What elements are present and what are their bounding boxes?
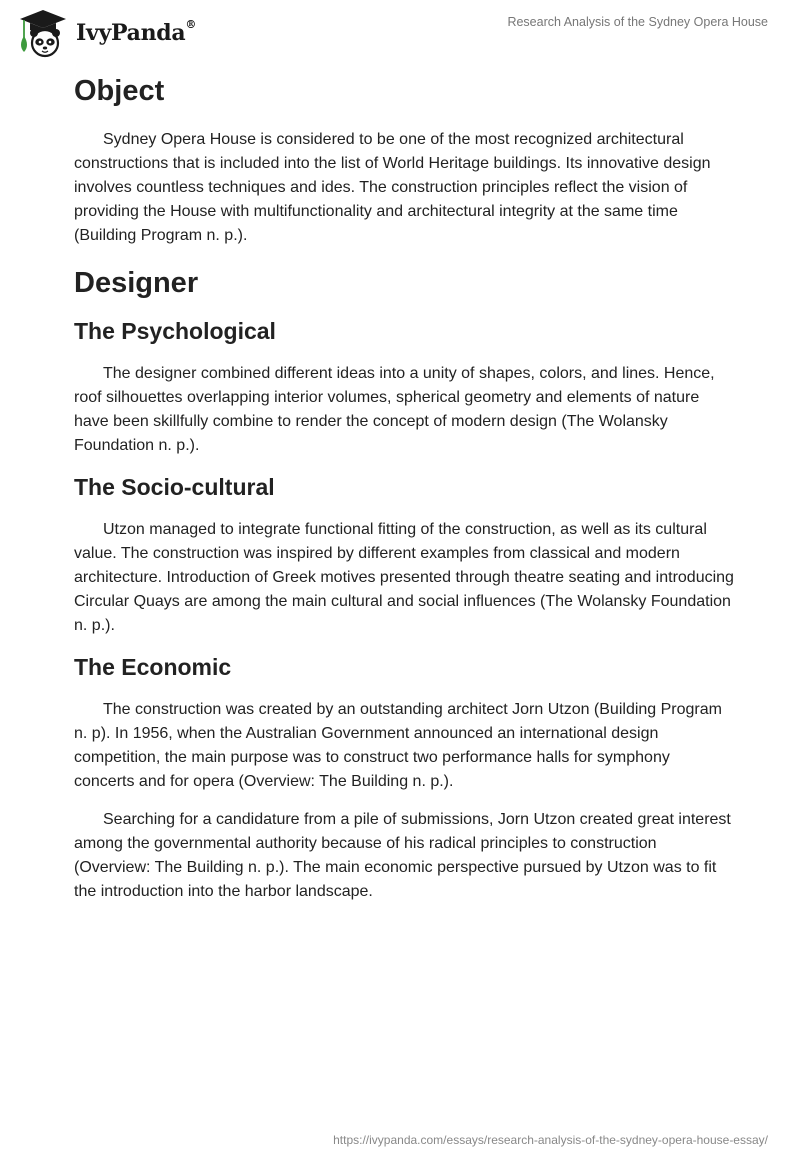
paragraph-economic-1: The construction was created by an outstanding architect Jorn Utzon (Building Program n. p). In 1956, when the Australian Government announced an international design competition, the main purpose was to construct two performance halls for symphony concerts and for opera (Overview: The Building n. p.). bbox=[74, 701, 722, 790]
paragraph-economic-2: Searching for a candidature from a pile of submissions, Jorn Utzon created great interest among the governmental authority because of his radical principles to construction (Overview: The Building n. p.). The main economic perspective pursued by Utzon was to fit the introduction into the harbor landscape. bbox=[74, 811, 731, 900]
heading-sociocultural: The Socio-cultural bbox=[74, 474, 275, 500]
essay-content bbox=[74, 70, 734, 904]
document-title: Research Analysis of the Sydney Opera House bbox=[507, 15, 768, 29]
panda-graduate-icon bbox=[14, 8, 72, 58]
source-url[interactable]: https://ivypanda.com/essays/research-analysis-of-the-sydney-opera-house-essay/ bbox=[333, 1133, 768, 1147]
brand-name: IvyPanda® bbox=[76, 18, 197, 46]
registered-mark: ® bbox=[185, 18, 197, 31]
heading-object: Object bbox=[74, 75, 165, 107]
heading-economic: The Economic bbox=[74, 654, 232, 680]
ivypanda-logo[interactable] bbox=[14, 8, 196, 58]
paragraph-psychological: The designer combined different ideas into a unity of shapes, colors, and lines. Hence, roof silhouettes overlapping interior volumes, spherical geometry and elements of nature have been skillfully combine to render the concept of modern design (The Wolansky Foundation n. p.). bbox=[74, 365, 715, 454]
page-header bbox=[0, 0, 800, 60]
heading-designer: Designer bbox=[74, 267, 199, 299]
heading-psychological: The Psychological bbox=[74, 318, 276, 344]
paragraph-object: Sydney Opera House is considered to be one of the most recognized architectural constructions that is included into the list of World Heritage buildings. Its innovative design involves countless techniques and ides. The construction principles reflect the vision of providing the House with multifunctionality and architectural integrity at the same time (Building Program n. p.). bbox=[74, 131, 711, 244]
paragraph-sociocultural: Utzon managed to integrate functional fitting of the construction, as well as its cultural value. The construction was inspired by different examples from classical and modern architecture. Introduction of Greek motives presented through theatre seating and introducing Circular Quays are among the main cultural and social influences (The Wolansky Foundation n. p.). bbox=[74, 521, 734, 634]
